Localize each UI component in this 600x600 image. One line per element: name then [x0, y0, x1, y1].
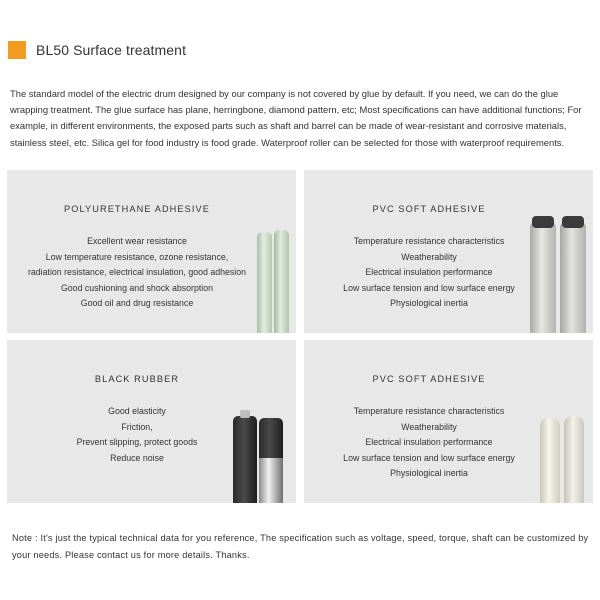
feature-item: Electrical insulation performance: [365, 267, 493, 278]
orange-square-icon: [8, 41, 26, 59]
feature-item: Good cushioning and shock absorption: [60, 282, 214, 293]
feature-item: radiation resistance, electrical insulation, good adhesion: [27, 267, 247, 278]
feature-item: Low surface tension and low surface energy: [343, 452, 515, 463]
feature-item: Low temperature resistance, ozone resistance,: [45, 251, 229, 262]
panel-polyurethane-adhesive: [7, 170, 296, 333]
panel-title: POLYURETHANE ADHESIVE: [64, 204, 210, 214]
feature-item: Weatherability: [401, 421, 457, 432]
feature-item: Friction,: [121, 421, 153, 432]
feature-item: Temperature resistance characteristics: [353, 406, 505, 416]
feature-item: Physiological inertia: [390, 298, 468, 309]
feature-list: [319, 234, 539, 312]
feature-item: Prevent slipping, protect goods: [76, 437, 198, 448]
footer-note: Note : It's just the typical technical data for you reference, The specification such as voltage, speed, torque, shaft can be customized by your needs. Please contact us for more details. Thanks.: [12, 533, 589, 560]
feature-item: Temperature resistance characteristics: [353, 236, 505, 246]
feature-list: [17, 404, 257, 466]
feature-list: [319, 404, 539, 482]
feature-item: Electrical insulation performance: [365, 437, 493, 448]
feature-item: Excellent wear resistance: [87, 236, 187, 246]
feature-item: Reduce noise: [110, 452, 164, 463]
panel-pvc-soft-adhesive-white: [304, 340, 593, 503]
section-header: [8, 38, 186, 62]
feature-item: Good elasticity: [108, 406, 166, 416]
panel-title: BLACK RUBBER: [94, 374, 180, 384]
feature-item: Low surface tension and low surface energy: [343, 282, 515, 293]
panel-title: PVC SOFT ADHESIVE: [372, 204, 486, 214]
feature-item: Good oil and drug resistance: [80, 298, 194, 309]
panel-title: PVC SOFT ADHESIVE: [372, 374, 486, 384]
panel-black-rubber: [7, 340, 296, 503]
feature-item: Physiological inertia: [390, 468, 468, 479]
feature-item: Weatherability: [401, 251, 457, 262]
page-title: BL50 Surface treatment: [36, 42, 187, 58]
panel-pvc-soft-adhesive-grey: [304, 170, 593, 333]
feature-list: [17, 234, 257, 312]
intro-paragraph: The standard model of the electric drum designed by our company is not covered by glue by default. If you need, we can do the glue wrapping treatment. The glue surface has plane, herringbone, diamond pattern, etc; Most specifications can have additional functions; For example, in different environments, the exposed parts such as shaft and barrel can be made of wear-resistant and corrosive materials, stainless steel, etc. Silica gel for food industry is food grade. Waterproof roller can be selected for those with waterproof requirements.: [10, 88, 582, 148]
